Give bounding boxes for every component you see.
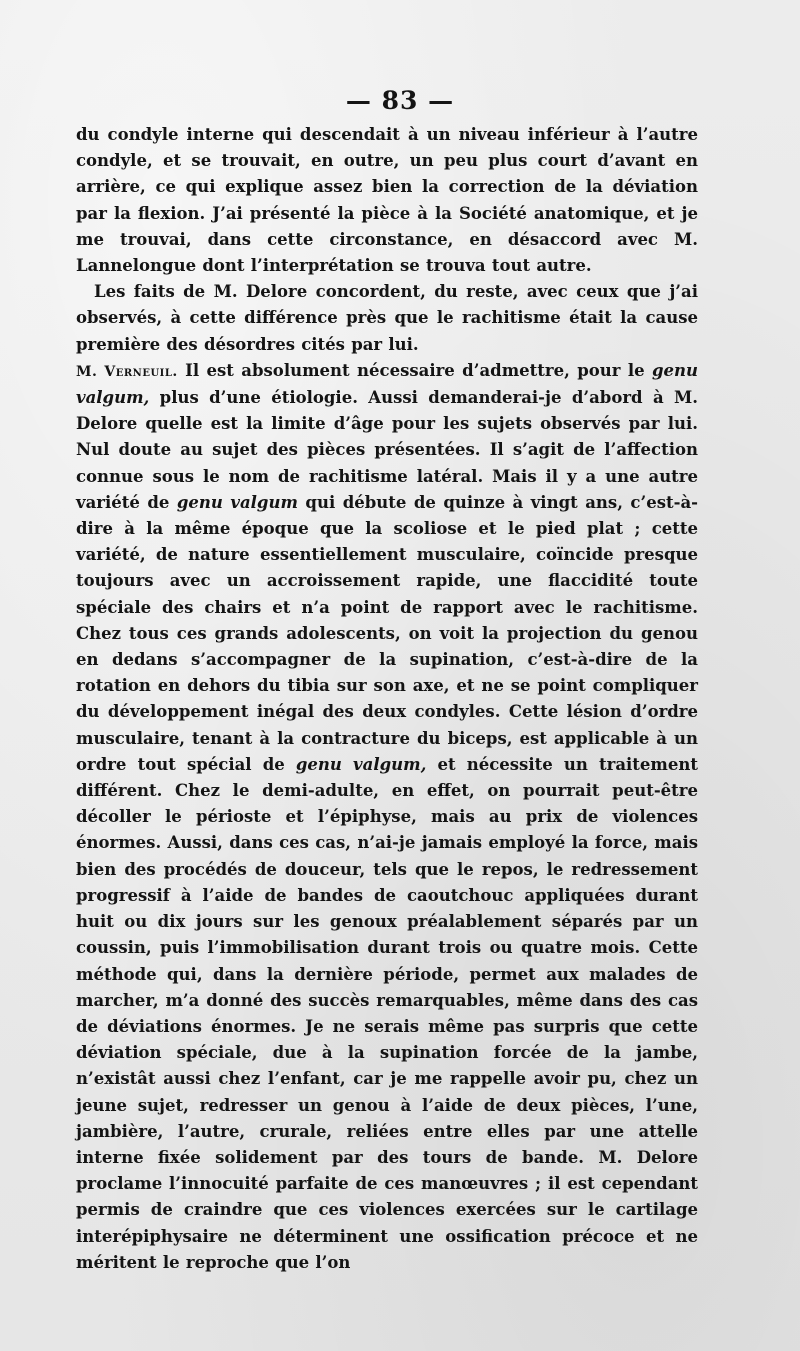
paragraph-3-text-4: et nécessite un traitement différent. Chez le demi-adulte, en effet, on pourrait peut-être décoller le périoste et l’épiphyse, mais au prix de violences énormes. Aussi, dans ces cas, n’ai-je jamais employé la force, mais bien des procédés de douceur, tels que le repos, le redressement progressif à l’aide de bandes de caoutchouc appliquées durant huit ou dix jours sur les genoux préalablement séparés par un coussin, puis l’immobilisation durant trois ou quatre mois. Cette méthode qui, dans la dernière période, permet aux malades de marcher, m’a donné des succès remarquables, même dans des cas de déviations énormes. Je ne serais même pas surpris que cette déviation spéciale, due à la supination forcée de la jambe, n’existât aussi chez l’enfant, car je me rappelle avoir pu, chez un jeune sujet, redresser un genou à l’aide de deux pièces, l’une, jambière, l’autre, crurale, reliées entre elles par une attelle interne fixée solidement par des tours de bande. M. Delore proclame l’innocuité parfaite de ces manœuvres ; il est cependant permis de craindre que ces violences exercées sur le cartilage interépiphysaire ne déterminent une ossification précoce et ne méritent le reproche que l’on <box>76 754 698 1272</box>
paragraph-3-text-3: qui débute de quinze à vingt ans, c’est-à-dire à la même époque que la scoliose et le pied plat ; cette variété, de nature essentiellement musculaire, coïncide presque toujours avec un accroissement rapide, une flaccidité toute spéciale des chairs et n’a point de rapport avec le rachitisme. Chez tous ces grands adolescents, on voit la projection du genou en dedans s’accompagner de la supination, c’est-à-dire de la rotation en dehors du tibia sur son axe, et ne se point compliquer du développement inégal des deux condyles. Cette lésion d’ordre musculaire, tenant à la contracture du biceps, est applicable à un ordre tout spécial de <box>76 492 699 774</box>
term-genu-valgum-3: genu valgum, <box>295 754 427 774</box>
term-genu-valgum-2: genu valgum <box>176 492 298 512</box>
page-number: — 83 — <box>345 86 455 115</box>
paragraph-1: du condyle interne qui descendait à un niveau inférieur à l’autre condyle, et se trouvait, en outre, un peu plus court d’avant en arrière, ce qui explique assez bien la correction de la déviation par la flexion. J’ai présenté la pièce à la Société anatomique, et je me trouvai, dans cette circonstance, en désaccord avec M. Lannelongue dont l’interprétation se trouva tout autre. <box>76 125 698 276</box>
paragraph-3-text-2: plus d’une étiologie. Aussi demanderai-je d’abord à M. Delore quelle est la limite d’âge pour les sujets observés par lui. Nul doute au sujet des pièces présentées. Il s’agit de l’affection connue sous le nom de rachitisme latéral. Mais il y a une autre variété de <box>76 388 698 512</box>
body-text <box>76 122 698 1276</box>
paragraph-3-text-1: Il est absolument nécessaire d’admettre, pour le <box>177 360 652 380</box>
speaker-name: M. Verneuil. <box>76 363 178 380</box>
paragraph-3 <box>76 358 698 1276</box>
term-genu-valgum-1: genu valgum, <box>76 360 699 408</box>
paragraph-2: Les faits de M. Delore concordent, du reste, avec ceux que j’ai observés, à cette différence près que le rachitisme était la cause première des désordres cités par lui. <box>76 282 698 354</box>
